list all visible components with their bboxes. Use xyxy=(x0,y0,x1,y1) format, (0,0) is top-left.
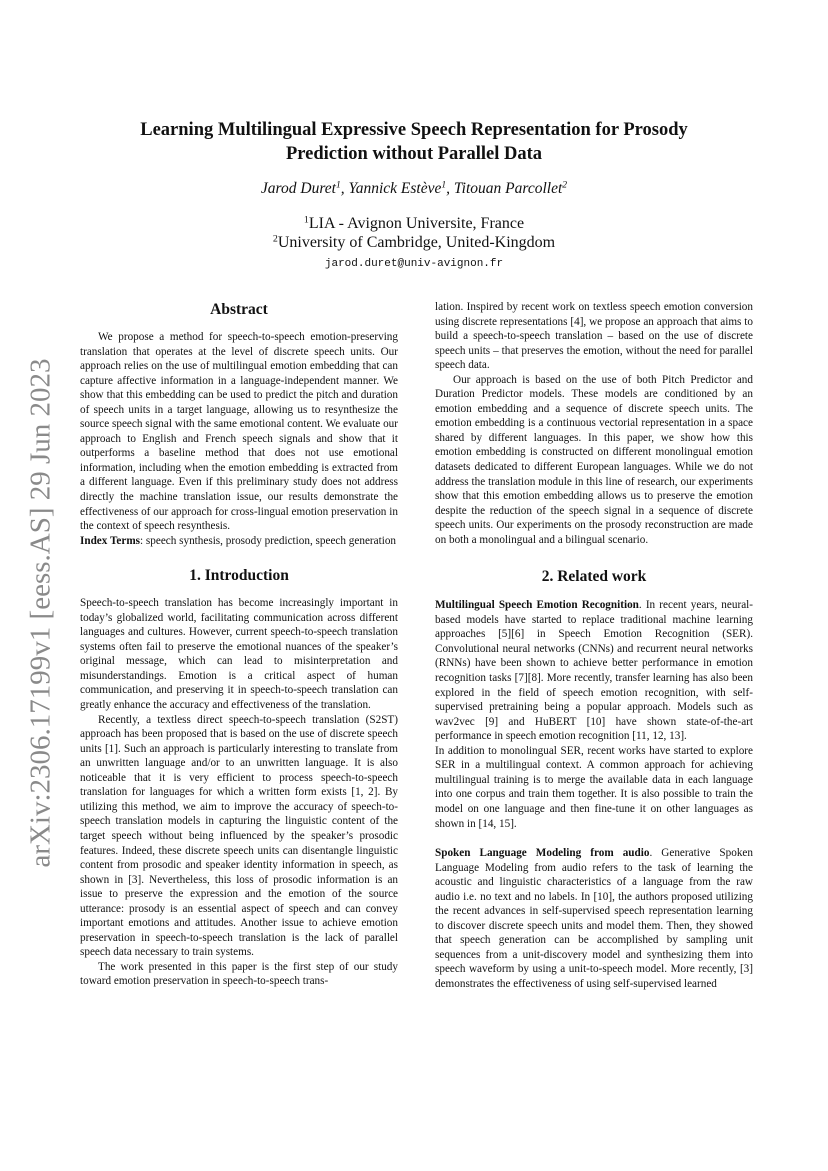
left-column xyxy=(80,300,398,989)
author-email: jarod.duret@univ-avignon.fr xyxy=(324,258,504,270)
author-name: Jarod Duret xyxy=(260,180,336,197)
arxiv-id-text: arXiv:2306.17199v1 [eess.AS] 29 Jun 2023 xyxy=(24,357,57,868)
author-separator: , xyxy=(446,180,454,197)
author-name: Titouan Parcollet xyxy=(453,180,563,197)
author-affil-mark: 1 xyxy=(335,179,341,191)
slm-lead: Spoken Language Modeling from audio xyxy=(435,847,650,860)
affiliation-mark: 1 xyxy=(303,214,309,226)
intro-paragraph: The work presented in this paper is the first step of our study toward emotion preservation in speech-to-speech trans- xyxy=(80,960,398,988)
ser-lead: Multilingual Speech Emotion Recognition xyxy=(435,599,639,612)
author-affil-mark: 1 xyxy=(441,179,447,191)
slm-text: . Generative Spoken Language Modeling from audio refers to the task of learning the acoustic and linguistic characteristics of a language from the raw audio i.e. no text and no labels. In [10], the authors proposed utilizing the recent advances in self-supervised speech representation learning to discover discrete speech units and model them. Then, they showed that speech generation can be accomplished by sampling unit sequences from a unit-discovery model and synthesizing them into speech waveform by using a unit-to-speech model. More recently, [3] demonstrates the effectiveness of using self-supervised learned xyxy=(435,847,753,990)
affiliation-2 xyxy=(90,234,738,252)
right-column xyxy=(435,300,753,992)
index-terms-label: Index Terms xyxy=(80,534,140,547)
paragraph-gap xyxy=(435,831,753,846)
author-separator: , xyxy=(340,180,349,197)
slm-paragraph xyxy=(435,846,753,991)
title-line-2: Prediction without Parallel Data xyxy=(285,144,543,164)
title-line-1: Learning Multilingual Expressive Speech Representation for Prosody xyxy=(140,120,688,140)
ser-paragraph xyxy=(435,598,753,743)
introduction-heading: 1. Introduction xyxy=(189,567,289,585)
ser-paragraph-2: In addition to monolingual SER, recent works have started to explore SER in a multilingual context. A common approach for achieving multilingual training is to merge the available data in each language into one corpus and train them together. It is also possible to train the model on one language and then fine-tune it on other languages as shown in [14, 15]. xyxy=(435,744,753,830)
affiliation-text: University of Cambridge, United-Kingdom xyxy=(277,234,556,251)
ser-text: . In recent years, neural-based models have started to replace traditional machine learning approaches [5][6] in Speech Emotion Recognition (SER). Convolutional neural networks (CNNs) and recurrent neural networks (RNNs) have been shown to achieve better performance in emotion recognition tasks [7][8]. More recently, transfer learning has also been explored in the field of speech emotion recognition, with self-supervised pretraining being a popular approach. Models such as wav2vec [9] and HuBERT [10] have shown state-of-the-art performance in speech emotion recognition [11, 12, 13]. xyxy=(435,599,753,743)
affiliation-mark: 2 xyxy=(272,233,278,245)
index-terms-text: : speech synthesis, prosody prediction, speech generation xyxy=(140,534,397,547)
affiliation-1 xyxy=(90,215,738,233)
abstract-body: We propose a method for speech-to-speech emotion-preserving translation that operates at the level of discrete speech units. Our approach relies on the use of multilingual emotion embedding that can capture affective information in a language-independent manner. We show that this embedding can be used to predict the pitch and duration of speech units in a target language, allowing us to resynthesize the source speech signal with the same emotional content. We evaluate our approach to English and French speech signals and show that it outperforms a baseline method that does not use emotional information, including when the emotion embedding is extracted from a different language. Even if this preliminary study does not address directly the machine translation issue, our results demonstrate the effectiveness of our approach for cross-lingual emotion preservation in the context of speech resynthesis. xyxy=(80,331,398,533)
paper-title xyxy=(90,118,738,166)
intro-paragraph: Recently, a textless direct speech-to-speech translation (S2ST) approach has been proposed that is based on the use of discrete speech units [1]. Such an approach is particularly interesting to translate from an unwritten language and/or to an unwritten language. It is also noticeable that it is very efficient to process speech-to-speech translation for languages for which a written form exists [1, 2]. By utilizing this method, we aim to improve the accuracy of speech-to-speech translation models in capturing the linguistic content of the target speech without being influenced by the speaker’s prosodic features. Indeed, these discrete speech units can disentangle linguistic content from prosodic and speaker identity information in speech, as shown in [3]. Nevertheless, this loss of prosodic information is an issue to preserve the expression and the emotion of the source utterance: prosody is an essential aspect of speech and can convey important emotions and attitudes. Another issue to achieve emotion preservation in speech-to-speech translation is the lack of parallel speech data necessary to train systems. xyxy=(80,713,398,959)
intro-paragraph: Our approach is based on the use of both Pitch Predictor and Duration Predictor models. These models are conditioned by an emotion embedding and a sequence of discrete speech units. The emotion embedding is a continuous vectorial representation in a space shared by different languages. In this paper, we show how this emotion embedding is constructed on different monolingual emotion datasets dedicated to different European languages. While we do not address the translation module in this line of research, our experiments show that this emotion embedding allows us to preserve the emotion despite the reduction of the speech signal in a sequence of discrete speech units. Our experiments on the prosody reconstruction are made on both a monolingual and a bilingual scenario. xyxy=(435,373,753,546)
related-work-heading: 2. Related work xyxy=(541,568,647,586)
abstract-heading: Abstract xyxy=(210,301,268,318)
index-terms xyxy=(80,534,398,549)
intro-paragraph: Speech-to-speech translation has become increasingly important in today’s globalized world, facilitating communication across different languages and cultures. However, current speech-to-speech translation systems often fail to preserve the emotional nuances of the speaker’s original message, which can lead to misinterpretation and misunderstandings. Emotion is a critical aspect of human communication, and preserving it in speech-to-speech translation can greatly enhance the accuracy and effectiveness of the translation. xyxy=(80,597,398,712)
intro-paragraph-continued: lation. Inspired by recent work on textless speech emotion conversion using discrete representations [4], we propose an approach that aims to build a speech-to-speech translation – based on the use of discrete speech units – that preserves the emotion, without the need for parallel speech data. xyxy=(435,301,753,372)
author-list xyxy=(90,180,738,198)
author-affil-mark: 2 xyxy=(562,179,568,191)
arxiv-sidebar-stamp xyxy=(20,355,62,870)
affiliation-text: LIA - Avignon Universite, France xyxy=(308,215,525,232)
author-name: Yannick Estève xyxy=(348,180,442,197)
